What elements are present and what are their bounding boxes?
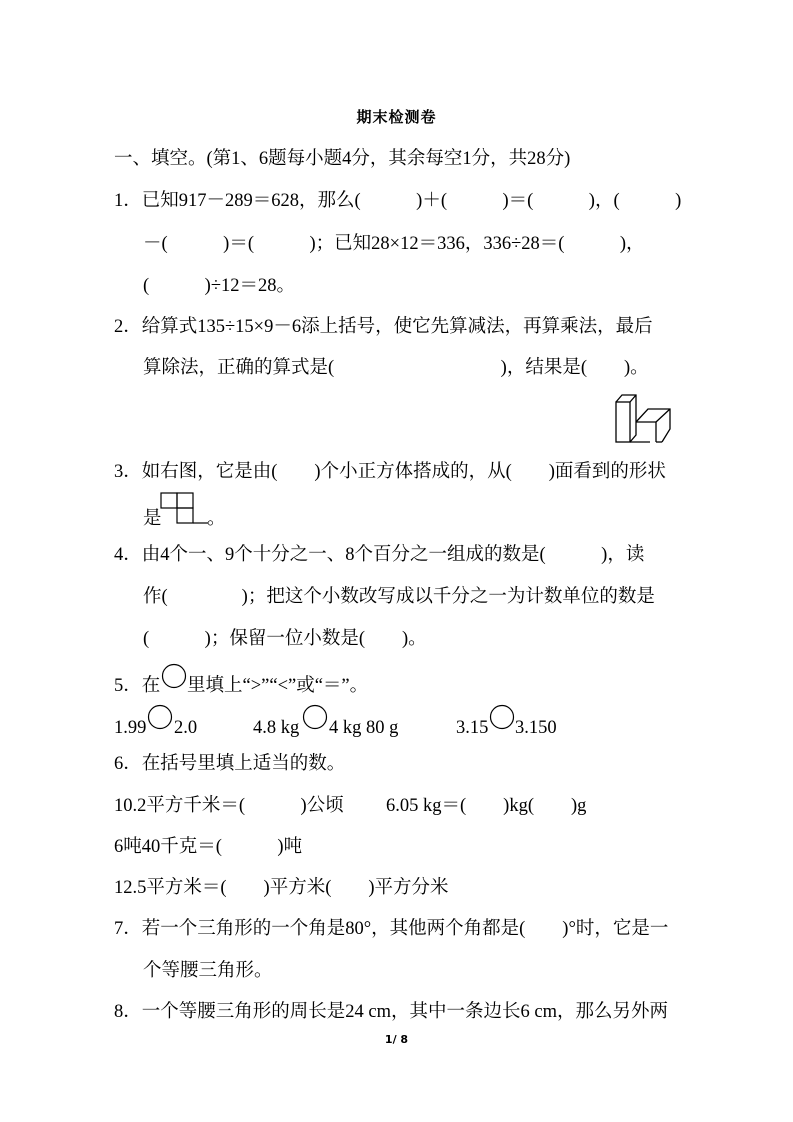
- q7-line2: 个等腰三角形。: [143, 961, 273, 981]
- q2-line1: 2．给算式135÷15×9－6添上括号，使它先算减法，再算乘法，最后: [114, 317, 653, 337]
- cube-stack-figure: [612, 392, 678, 446]
- q6-b: 6.05 kg＝( )kg( )g: [386, 796, 587, 816]
- q5-line1-prefix: 5．在: [114, 676, 161, 696]
- q3-line1: 3．如右图，它是由( )个小正方体搭成的，从( )面看到的形状: [114, 462, 666, 482]
- compare-circle-a: [146, 704, 174, 730]
- q6-d: 12.5平方米＝( )平方米( )平方分米: [114, 878, 449, 898]
- q2-line2: 算除法，正确的算式是( )，结果是( )。: [143, 358, 649, 378]
- q6-c: 6吨40千克＝( )吨: [114, 837, 303, 857]
- q5-line1-suffix: 里填上“>”“<”或“＝”。: [187, 676, 369, 696]
- compare-circle-c: [488, 704, 516, 730]
- q1-line3: ( )÷12＝28。: [143, 276, 295, 296]
- q1-line2: －( )＝( )；已知28×12＝336，336÷28＝( )，: [143, 234, 645, 254]
- q3-line2-suffix: 。: [207, 509, 226, 529]
- q4-line1: 4．由4个一、9个十分之一、8个百分之一组成的数是( )，读: [114, 545, 645, 565]
- q5-b-right: 4 kg 80 g: [329, 718, 399, 738]
- q6-a: 10.2平方千米＝( )公顷: [114, 796, 344, 816]
- q7-line1: 7．若一个三角形的一个角是80°，其他两个角都是( )°时，它是一: [114, 919, 669, 939]
- q3-line2-prefix: 是: [143, 509, 162, 529]
- q5-a-left: 1.99: [114, 718, 147, 738]
- q5-c-right: 3.150: [515, 718, 557, 738]
- page-number: 1/ 8: [384, 1033, 409, 1046]
- q8-line1: 8．一个等腰三角形的周长是24 cm，其中一条边长6 cm，那么另外两: [114, 1002, 668, 1022]
- q4-line2: 作( )；把这个小数改写成以千分之一为计数单位的数是: [143, 587, 655, 607]
- q1-line1: 1．已知917－289＝628，那么( )＋( )＝( )，( ): [114, 191, 682, 211]
- q5-a-right: 2.0: [174, 718, 198, 738]
- front-view-shape: [160, 492, 210, 526]
- section-heading: 一、填空。(第1、6题每小题4分，其余每空1分，共28分): [114, 149, 571, 169]
- q4-line3: ( )；保留一位小数是( )。: [143, 629, 427, 649]
- q6-line1: 6．在括号里填上适当的数。: [114, 754, 346, 774]
- q5-b-left: 4.8 kg: [253, 718, 300, 738]
- compare-circle-icon: [160, 663, 188, 689]
- compare-circle-b: [301, 704, 329, 730]
- q5-c-left: 3.15: [456, 718, 489, 738]
- page-title: 期末检测卷: [356, 108, 437, 126]
